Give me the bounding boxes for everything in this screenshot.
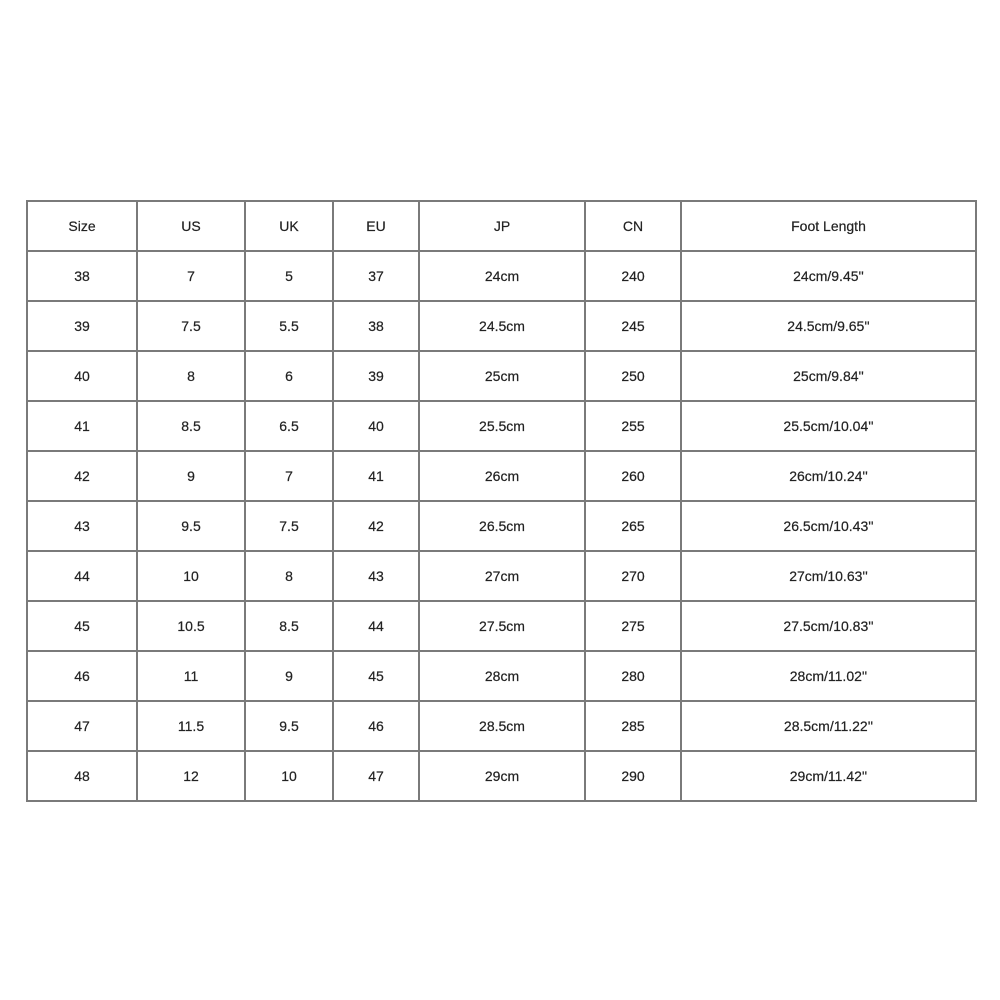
cell-cn: 260 <box>585 451 681 501</box>
cell-us: 7.5 <box>137 301 245 351</box>
cell-size: 39 <box>27 301 137 351</box>
cell-jp: 28cm <box>419 651 585 701</box>
cell-jp: 27cm <box>419 551 585 601</box>
table-row <box>27 751 976 801</box>
cell-uk: 9 <box>245 651 333 701</box>
cell-cn: 265 <box>585 501 681 551</box>
cell-foot-length: 24.5cm/9.65'' <box>681 301 976 351</box>
cell-foot-length: 27.5cm/10.83'' <box>681 601 976 651</box>
size-chart-table <box>26 200 977 802</box>
header-jp: JP <box>419 201 585 251</box>
cell-uk: 8.5 <box>245 601 333 651</box>
cell-uk: 6 <box>245 351 333 401</box>
cell-cn: 245 <box>585 301 681 351</box>
table-row <box>27 501 976 551</box>
cell-uk: 9.5 <box>245 701 333 751</box>
table-body <box>27 251 976 801</box>
cell-cn: 290 <box>585 751 681 801</box>
cell-us: 11.5 <box>137 701 245 751</box>
cell-us: 8.5 <box>137 401 245 451</box>
cell-eu: 45 <box>333 651 419 701</box>
cell-size: 41 <box>27 401 137 451</box>
header-row <box>27 201 976 251</box>
cell-foot-length: 29cm/11.42'' <box>681 751 976 801</box>
cell-size: 38 <box>27 251 137 301</box>
table-row <box>27 301 976 351</box>
cell-cn: 285 <box>585 701 681 751</box>
cell-size: 47 <box>27 701 137 751</box>
cell-us: 7 <box>137 251 245 301</box>
table-row <box>27 551 976 601</box>
cell-uk: 7.5 <box>245 501 333 551</box>
cell-size: 48 <box>27 751 137 801</box>
cell-size: 42 <box>27 451 137 501</box>
table-row <box>27 451 976 501</box>
cell-us: 10.5 <box>137 601 245 651</box>
cell-cn: 270 <box>585 551 681 601</box>
cell-us: 10 <box>137 551 245 601</box>
cell-foot-length: 26cm/10.24'' <box>681 451 976 501</box>
cell-eu: 42 <box>333 501 419 551</box>
table-row <box>27 601 976 651</box>
header-eu: EU <box>333 201 419 251</box>
cell-cn: 255 <box>585 401 681 451</box>
table-row <box>27 351 976 401</box>
cell-foot-length: 26.5cm/10.43'' <box>681 501 976 551</box>
cell-jp: 24cm <box>419 251 585 301</box>
cell-eu: 46 <box>333 701 419 751</box>
cell-eu: 47 <box>333 751 419 801</box>
cell-foot-length: 28cm/11.02'' <box>681 651 976 701</box>
cell-eu: 41 <box>333 451 419 501</box>
cell-foot-length: 24cm/9.45'' <box>681 251 976 301</box>
cell-size: 45 <box>27 601 137 651</box>
table-row <box>27 651 976 701</box>
cell-uk: 8 <box>245 551 333 601</box>
header-uk: UK <box>245 201 333 251</box>
header-foot-length: Foot Length <box>681 201 976 251</box>
cell-us: 8 <box>137 351 245 401</box>
table-row <box>27 251 976 301</box>
cell-jp: 26cm <box>419 451 585 501</box>
cell-jp: 26.5cm <box>419 501 585 551</box>
cell-uk: 7 <box>245 451 333 501</box>
cell-uk: 5 <box>245 251 333 301</box>
cell-size: 40 <box>27 351 137 401</box>
cell-jp: 24.5cm <box>419 301 585 351</box>
table-row <box>27 701 976 751</box>
cell-us: 12 <box>137 751 245 801</box>
cell-foot-length: 27cm/10.63'' <box>681 551 976 601</box>
cell-eu: 39 <box>333 351 419 401</box>
cell-size: 46 <box>27 651 137 701</box>
cell-foot-length: 25.5cm/10.04'' <box>681 401 976 451</box>
header-size: Size <box>27 201 137 251</box>
cell-us: 11 <box>137 651 245 701</box>
cell-foot-length: 28.5cm/11.22'' <box>681 701 976 751</box>
cell-eu: 43 <box>333 551 419 601</box>
cell-cn: 240 <box>585 251 681 301</box>
cell-uk: 10 <box>245 751 333 801</box>
cell-foot-length: 25cm/9.84'' <box>681 351 976 401</box>
cell-uk: 5.5 <box>245 301 333 351</box>
cell-jp: 25.5cm <box>419 401 585 451</box>
cell-jp: 27.5cm <box>419 601 585 651</box>
cell-eu: 37 <box>333 251 419 301</box>
cell-size: 44 <box>27 551 137 601</box>
cell-cn: 280 <box>585 651 681 701</box>
cell-eu: 40 <box>333 401 419 451</box>
cell-jp: 25cm <box>419 351 585 401</box>
cell-size: 43 <box>27 501 137 551</box>
header-cn: CN <box>585 201 681 251</box>
cell-jp: 28.5cm <box>419 701 585 751</box>
cell-cn: 250 <box>585 351 681 401</box>
cell-uk: 6.5 <box>245 401 333 451</box>
cell-eu: 44 <box>333 601 419 651</box>
table-header <box>27 201 976 251</box>
cell-cn: 275 <box>585 601 681 651</box>
cell-eu: 38 <box>333 301 419 351</box>
cell-jp: 29cm <box>419 751 585 801</box>
cell-us: 9 <box>137 451 245 501</box>
table-row <box>27 401 976 451</box>
header-us: US <box>137 201 245 251</box>
cell-us: 9.5 <box>137 501 245 551</box>
